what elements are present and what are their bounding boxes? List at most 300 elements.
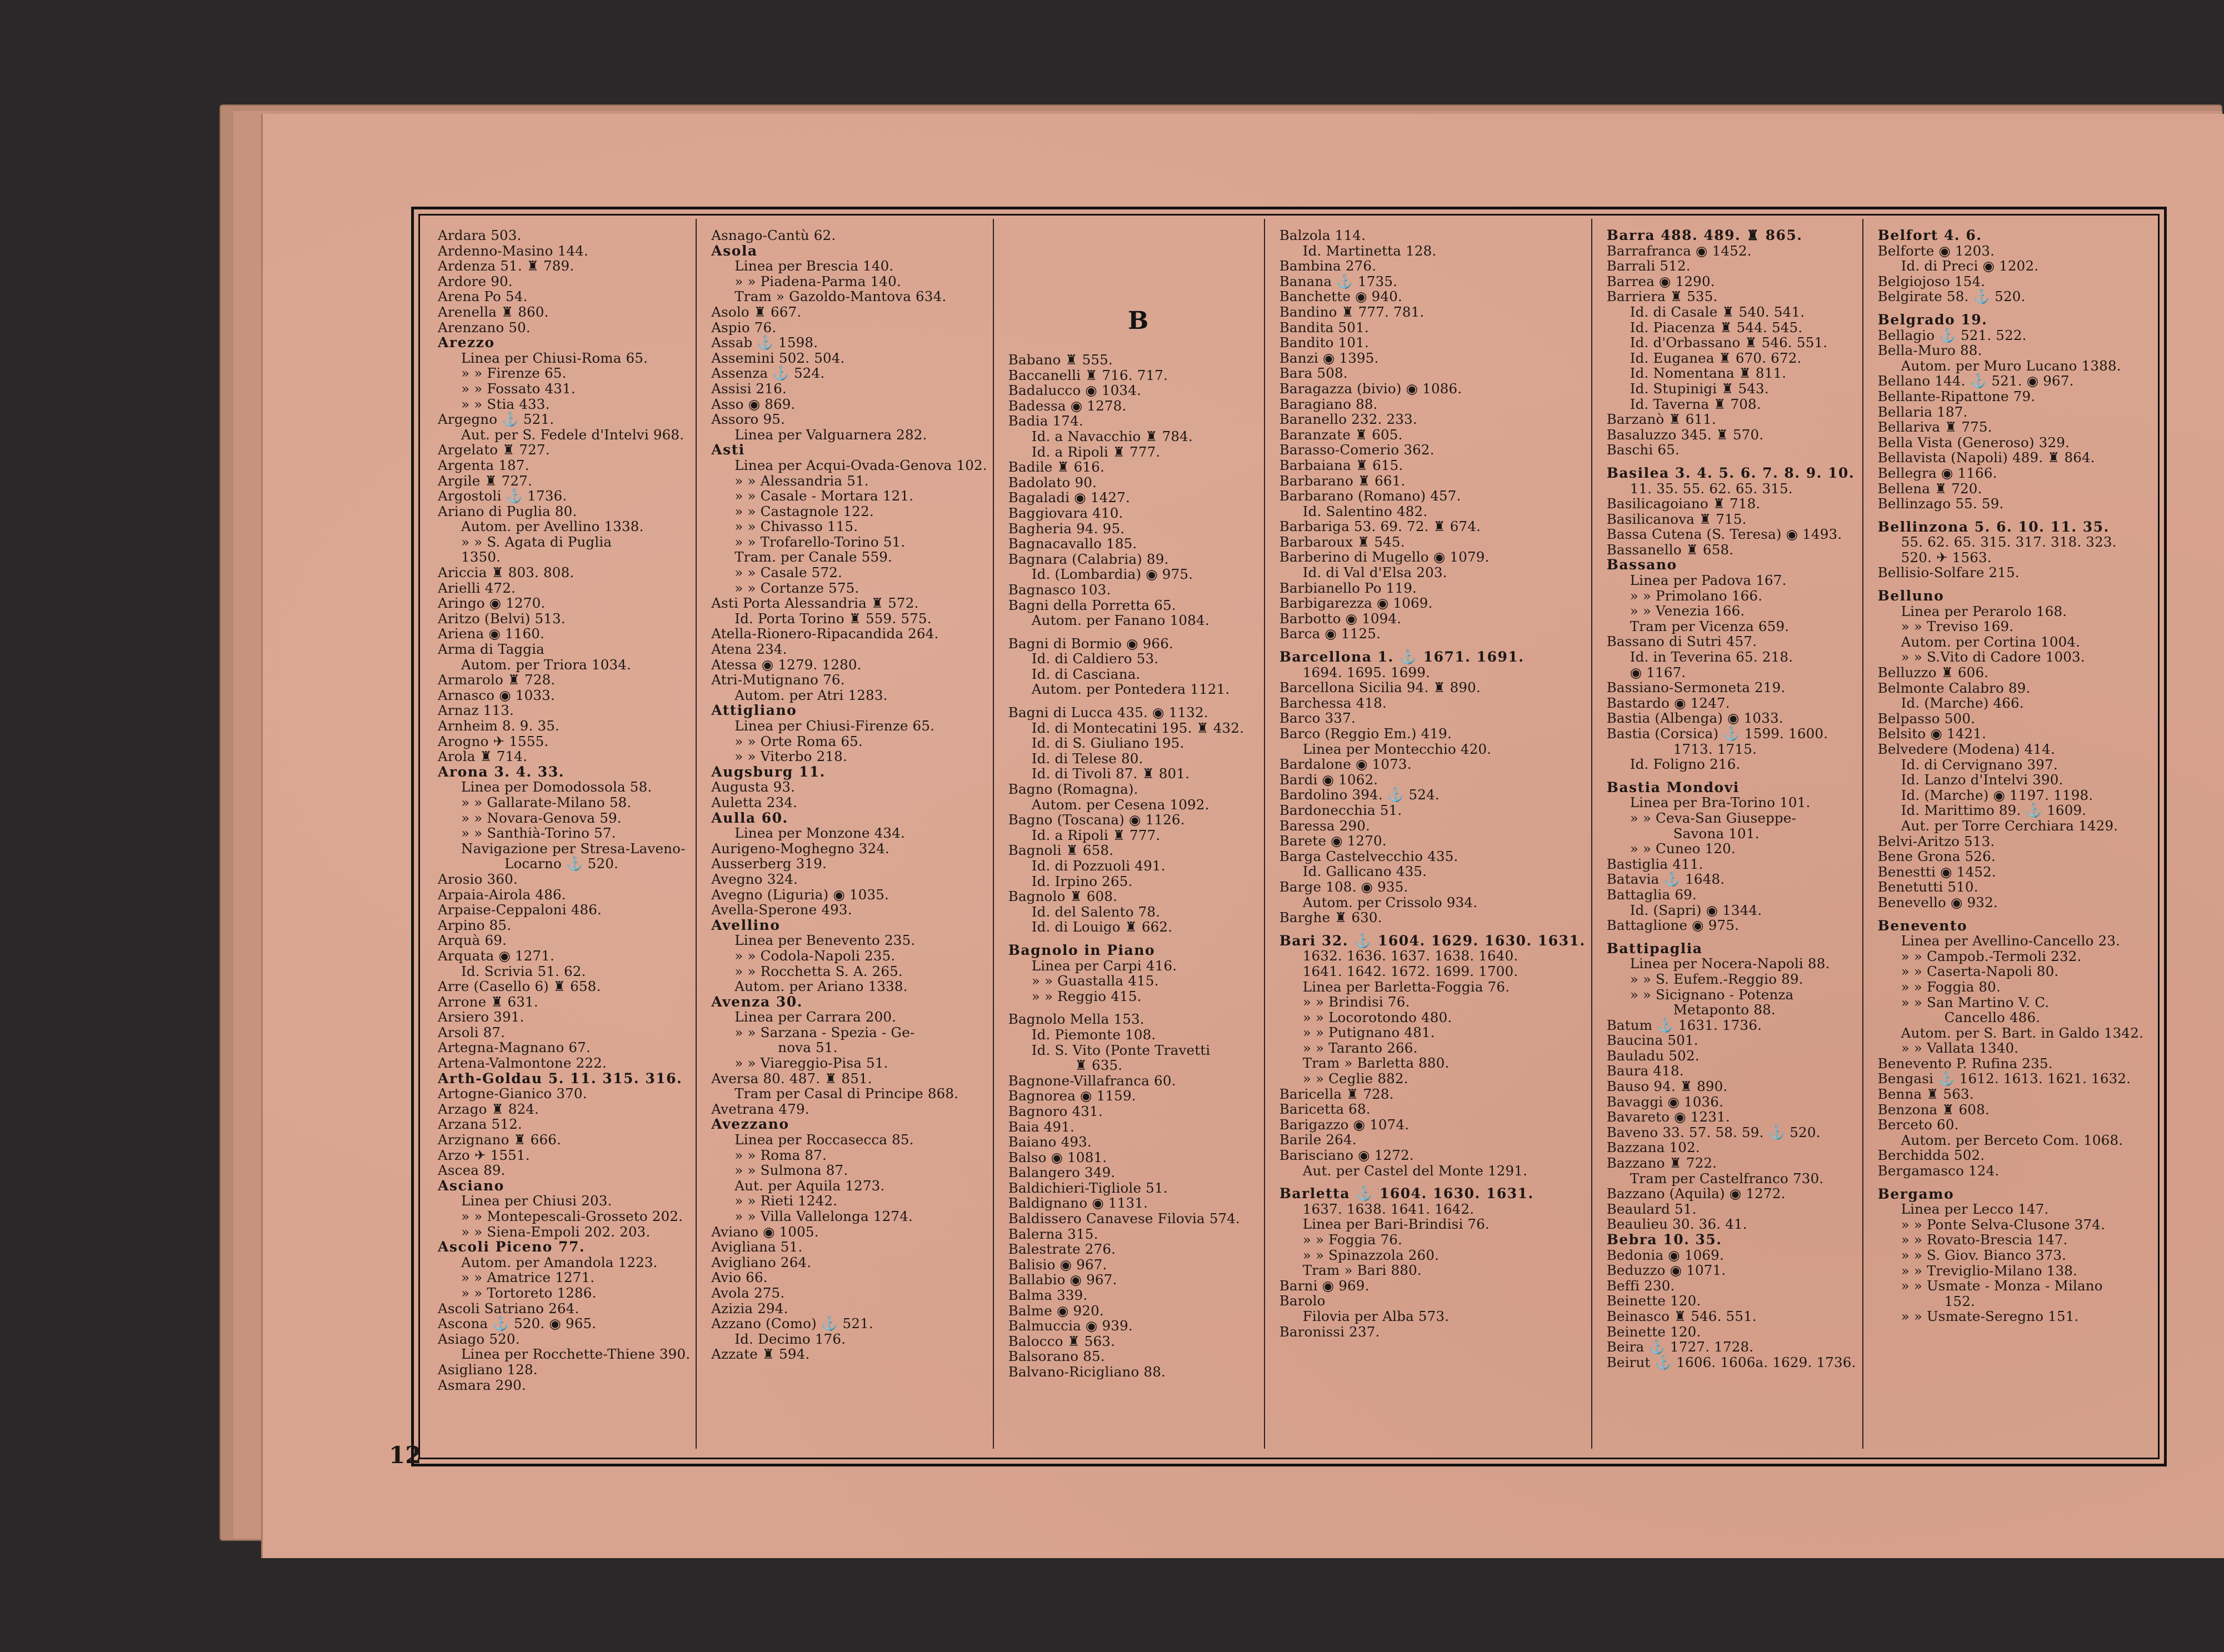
- index-entry: Assemini 502. 504.: [711, 349, 845, 366]
- index-entry: Avola 275.: [711, 1284, 785, 1301]
- index-subentry: Linea per Montecchio 420.: [1302, 740, 1492, 757]
- page-number: 12: [389, 1441, 422, 1469]
- index-entry: Barolo: [1279, 1293, 1326, 1309]
- index-subentry: Autom. per Muro Lucano 1388.: [1901, 357, 2121, 374]
- index-entry: Barga Castelvecchio 435.: [1279, 848, 1458, 864]
- index-entry: Bellariva ♜ 775.: [1877, 419, 1992, 435]
- index-entry: Bagnara (Calabria) 89.: [1008, 550, 1169, 567]
- index-entry: Bagnoro 431.: [1008, 1103, 1103, 1119]
- index-entry: Badessa ◉ 1278.: [1008, 397, 1127, 414]
- index-entry: Argegno ⚓ 521.: [438, 411, 554, 428]
- entry-spacer: [1008, 1004, 1258, 1012]
- index-subentry: » » Montepescali-Grosseto 202.: [461, 1208, 683, 1224]
- index-subentry: Autom. per Avellino 1338.: [461, 518, 644, 535]
- index-entry: Bazzana 102.: [1606, 1139, 1700, 1156]
- index-entry: Atri-Mutignano 76.: [711, 672, 845, 688]
- index-subentry: 1641. 1642. 1672. 1699. 1700.: [1302, 963, 1518, 979]
- index-subentry: Tram per Vicenza 659.: [1630, 618, 1790, 634]
- index-subentry: » » Casale 572.: [734, 564, 843, 581]
- index-subentry: ◉ 1167.: [1630, 664, 1686, 680]
- index-subentry: Id. di Val d'Elsa 203.: [1302, 564, 1447, 581]
- index-entry: Benestti ◉ 1452.: [1877, 863, 1996, 880]
- index-heading: Avezzano: [711, 1116, 789, 1133]
- index-entry: Bassano di Sutri 457.: [1606, 633, 1757, 650]
- index-continuation: ♜ 635.: [1074, 1057, 1123, 1074]
- index-entry: Balestrate 276.: [1008, 1241, 1116, 1258]
- index-subentry: » » Ceva-San Giuseppe-: [1630, 809, 1796, 826]
- index-entry: Bagnolo ♜ 608.: [1008, 888, 1118, 905]
- index-entry: Bardolino 394. ⚓ 524.: [1279, 787, 1440, 803]
- index-entry: Barca ◉ 1125.: [1279, 625, 1381, 642]
- index-entry: Banana ⚓ 1735.: [1279, 273, 1398, 289]
- index-entry: Barbariga 53. 69. 72. ♜ 674.: [1279, 518, 1481, 535]
- index-columns: [423, 219, 2149, 1449]
- index-entry: Bedonia ◉ 1069.: [1606, 1246, 1724, 1263]
- index-subentry: » » S. Eufem.-Reggio 89.: [1630, 970, 1803, 987]
- index-subentry: 1632. 1636. 1637. 1638. 1640.: [1302, 948, 1518, 964]
- index-entry: Bellisio-Solfare 215.: [1877, 564, 2020, 581]
- index-entry: Argostoli ⚓ 1736.: [438, 488, 567, 504]
- entry-spacer: [1280, 925, 1586, 933]
- index-subentry: » » Trofarello-Torino 51.: [734, 533, 906, 550]
- index-subentry: » » Alessandria 51.: [734, 472, 869, 489]
- entry-spacer: [1008, 243, 1258, 251]
- index-heading: Bari 32. ⚓ 1604. 1629. 1630. 1631.: [1279, 932, 1586, 949]
- index-entry: Bavaggi ◉ 1036.: [1606, 1093, 1724, 1110]
- index-entry: Assab ⚓ 1598.: [711, 334, 818, 351]
- index-entry: Atessa ◉ 1279. 1280.: [711, 656, 862, 673]
- index-subentry: Linea per Rocchette-Thiene 390.: [461, 1346, 691, 1363]
- index-entry: Balvano-Ricigliano 88.: [1008, 1364, 1166, 1380]
- index-entry: Asti Porta Alessandria ♜ 572.: [711, 595, 919, 612]
- index-subentry: » » Gallarate-Milano 58.: [461, 794, 632, 810]
- index-subentry: Id. di Tivoli 87. ♜ 801.: [1031, 765, 1190, 782]
- index-entry: Bagnolo Mella 153.: [1008, 1011, 1145, 1028]
- index-subentry: Linea per Brescia 140.: [734, 258, 894, 274]
- index-subentry: » » Putignano 481.: [1302, 1024, 1435, 1041]
- index-subentry: » » Rieti 1242.: [734, 1193, 838, 1209]
- index-subentry: Autom. per Ariano 1338.: [734, 978, 908, 995]
- index-subentry: » » Ponte Selva-Clusone 374.: [1901, 1216, 2106, 1233]
- index-entry: Bastiglia 411.: [1606, 855, 1703, 872]
- index-entry: Arma di Taggia: [438, 641, 544, 658]
- index-continuation: Metaponto 88.: [1673, 1002, 1776, 1018]
- index-subentry: » » Treviglio-Milano 138.: [1901, 1262, 2078, 1279]
- index-entry: Arzo ✈ 1551.: [438, 1147, 530, 1163]
- index-entry: Aurigeno-Moghegno 324.: [711, 840, 890, 857]
- index-entry: Ardenno-Masino 144.: [438, 242, 588, 259]
- index-entry: Armarolo ♜ 728.: [438, 672, 556, 688]
- index-subentry: 520. ✈ 1563.: [1901, 549, 1992, 565]
- entry-spacer: [1280, 1178, 1586, 1186]
- index-subentry: Aut. per Aquila 1273.: [734, 1177, 885, 1194]
- index-subentry: Id. Taverna ♜ 708.: [1630, 396, 1761, 412]
- index-entry: Bella Vista (Generoso) 329.: [1877, 434, 2070, 450]
- index-subentry: Id. Lanzo d'Intelvi 390.: [1901, 772, 2063, 788]
- index-entry: Asigliano 128.: [438, 1361, 538, 1378]
- index-subentry: » » Piadena-Parma 140.: [734, 273, 901, 289]
- index-subentry: » » Orte Roma 65.: [734, 733, 863, 749]
- index-entry: Avegno (Liguria) ◉ 1035.: [711, 886, 889, 903]
- index-subentry: » » Siena-Empoli 202. 203.: [461, 1223, 651, 1240]
- index-subentry: » » Sarzana - Spezia - Ge-: [734, 1024, 915, 1040]
- index-entry: Baricetta 68.: [1279, 1101, 1371, 1118]
- index-subentry: Tram » Gazoldo-Mantova 634.: [734, 288, 947, 305]
- index-entry: Basaluzzo 345. ♜ 570.: [1606, 426, 1764, 443]
- index-subentry: Linea per Lecco 147.: [1901, 1201, 2049, 1218]
- index-subentry: Id. Piacenza ♜ 544. 545.: [1630, 319, 1803, 336]
- index-entry: Batavia ⚓ 1648.: [1606, 871, 1725, 888]
- index-entry: Arpaia-Airola 486.: [438, 886, 566, 903]
- index-heading: Asti: [711, 442, 745, 458]
- index-subentry: Id. Gallicano 435.: [1302, 863, 1427, 880]
- index-entry: Arosio 360.: [438, 870, 518, 887]
- index-subentry: Id. Porta Torino ♜ 559. 575.: [734, 610, 932, 627]
- index-subentry: » » Sicignano - Potenza: [1630, 986, 1794, 1003]
- index-entry: Bardonecchia 51.: [1279, 802, 1402, 818]
- index-entry: Barbotto ◉ 1094.: [1279, 610, 1402, 627]
- index-subentry: » » San Martino V. C.: [1901, 994, 2050, 1010]
- entry-spacer: [1878, 580, 2143, 588]
- index-subentry: » » Rovato-Brescia 147.: [1901, 1232, 2068, 1248]
- index-subentry: Id. Irpino 265.: [1031, 873, 1133, 889]
- index-entry: Bastardo ◉ 1247.: [1606, 694, 1730, 711]
- index-subentry: Linea per Roccasecca 85.: [734, 1132, 914, 1148]
- index-entry: Belvi-Aritzo 513.: [1877, 833, 1995, 849]
- index-entry: Bardalone ◉ 1073.: [1279, 756, 1412, 773]
- index-subentry: » » Chivasso 115.: [734, 518, 858, 535]
- index-subentry: Id. di Casciana.: [1031, 665, 1141, 682]
- index-entry: Ascoli Satriano 264.: [438, 1300, 579, 1316]
- index-heading: Asciano: [438, 1177, 504, 1194]
- index-subentry: » » Amatrice 1271.: [461, 1269, 595, 1286]
- index-subentry: Linea per Monzone 434.: [734, 825, 906, 842]
- index-subentry: » » Cuneo 120.: [1630, 840, 1736, 857]
- index-entry: Beinette 120.: [1606, 1293, 1701, 1309]
- index-subentry: Id. di Preci ◉ 1202.: [1901, 258, 2039, 274]
- index-entry: Belpasso 500.: [1877, 710, 1976, 727]
- index-subentry: Tram » Bari 880.: [1302, 1262, 1422, 1279]
- index-entry: Beira ⚓ 1727. 1728.: [1606, 1339, 1754, 1355]
- index-entry: Balmuccia ◉ 939.: [1008, 1318, 1133, 1334]
- index-subentry: » » Primolano 166.: [1630, 587, 1763, 604]
- index-entry: Barete ◉ 1270.: [1279, 833, 1387, 849]
- index-entry: Baronissi 237.: [1279, 1323, 1380, 1340]
- index-entry: Barasso-Comerio 362.: [1279, 442, 1435, 458]
- index-entry: Belmonte Calabro 89.: [1877, 679, 2031, 696]
- index-entry: Asmara 290.: [438, 1376, 526, 1393]
- index-subentry: Linea per Bari-Brindisi 76.: [1302, 1216, 1490, 1233]
- index-entry: Baldignano ◉ 1131.: [1008, 1195, 1148, 1212]
- index-subentry: Linea per Bra-Torino 101.: [1630, 794, 1811, 811]
- index-subentry: Id. (Marche) ◉ 1197. 1198.: [1901, 787, 2093, 803]
- index-entry: Arsoli 87.: [438, 1024, 506, 1040]
- index-entry: Benevello ◉ 932.: [1877, 894, 1998, 910]
- index-heading: Belfort 4. 6.: [1877, 227, 1982, 243]
- index-entry: Arenella ♜ 860.: [438, 303, 549, 320]
- index-subentry: » » Casale - Mortara 121.: [734, 488, 914, 504]
- entry-spacer: [1878, 910, 2143, 918]
- index-entry: Beinette 120.: [1606, 1323, 1701, 1340]
- index-entry: Bagni di Lucca 435. ◉ 1132.: [1008, 704, 1208, 721]
- index-entry: Baschi 65.: [1606, 442, 1680, 458]
- index-subentry: » » Villa Vallelonga 1274.: [734, 1208, 913, 1224]
- index-entry: Beaulieu 30. 36. 41.: [1606, 1216, 1747, 1233]
- index-subentry: » » Reggio 415.: [1031, 988, 1142, 1004]
- index-entry: Berceto 60.: [1877, 1117, 1959, 1133]
- index-heading: Barcellona 1. ⚓ 1671. 1691.: [1279, 649, 1525, 665]
- index-entry: Barbarano ♜ 661.: [1279, 472, 1406, 489]
- index-entry: Arielli 472.: [438, 579, 516, 596]
- index-entry: Arsiero 391.: [438, 1009, 524, 1025]
- entry-spacer: [1607, 772, 1857, 780]
- index-subentry: Linea per Nocera-Napoli 88.: [1630, 955, 1830, 972]
- index-subentry: Autom. per Cesena 1092.: [1031, 796, 1210, 813]
- index-subentry: Linea per Valguarnera 282.: [734, 426, 927, 443]
- index-entry: Balzola 114.: [1279, 227, 1366, 243]
- index-subentry: » » Spinazzola 260.: [1302, 1246, 1440, 1263]
- index-subentry: Tram » Barletta 880.: [1302, 1055, 1450, 1072]
- index-entry: Bagno (Toscana) ◉ 1126.: [1008, 812, 1185, 828]
- index-entry: Bergamasco 124.: [1877, 1163, 2000, 1179]
- index-subentry: Tram per Castelfranco 730.: [1630, 1170, 1824, 1187]
- index-entry: Barbigarezza ◉ 1069.: [1279, 595, 1433, 612]
- index-heading: Arona 3. 4. 33.: [438, 763, 564, 780]
- index-heading: Aulla 60.: [711, 809, 788, 826]
- index-continuation: nova 51.: [778, 1039, 838, 1056]
- index-subentry: Autom. per Amandola 1223.: [461, 1254, 658, 1270]
- index-entry: Argile ♜ 727.: [438, 472, 532, 489]
- index-subentry: » » Campob.-Termoli 232.: [1901, 948, 2082, 964]
- index-entry: Barrafranca ◉ 1452.: [1606, 242, 1752, 259]
- index-subentry: » » Fossato 431.: [461, 380, 576, 397]
- index-subentry: Id. Piemonte 108.: [1031, 1026, 1156, 1043]
- index-entry: Arnasco ◉ 1033.: [438, 687, 555, 703]
- index-subentry: » » Santhià-Torino 57.: [461, 825, 616, 842]
- index-subentry: » » Venezia 166.: [1630, 603, 1745, 619]
- index-entry: Arrone ♜ 631.: [438, 993, 538, 1010]
- index-subentry: » » Taranto 266.: [1302, 1039, 1418, 1056]
- index-continuation: 1713. 1715.: [1673, 740, 1757, 757]
- index-entry: Basilicanova ♜ 715.: [1606, 510, 1747, 527]
- index-subentry: » » Tortoreto 1286.: [461, 1284, 597, 1301]
- index-heading: Bebra 10. 35.: [1606, 1232, 1722, 1248]
- index-subentry: » » Locorotondo 480.: [1302, 1009, 1452, 1025]
- index-entry: Arnaz 113.: [438, 702, 514, 719]
- index-subentry: » » Usmate-Seregno 151.: [1901, 1308, 2079, 1325]
- index-entry: Arenzano 50.: [438, 319, 531, 336]
- index-subentry: Linea per Barletta-Foggia 76.: [1302, 978, 1510, 995]
- index-entry: Balocco ♜ 563.: [1008, 1333, 1116, 1349]
- index-entry: Baia 491.: [1008, 1118, 1074, 1135]
- index-entry: Barge 108. ◉ 935.: [1279, 878, 1408, 895]
- index-subentry: » » Guastalla 415.: [1031, 973, 1159, 989]
- index-subentry: Linea per Chiusi-Firenze 65.: [734, 718, 935, 734]
- index-subentry: » » Codola-Napoli 235.: [734, 947, 896, 964]
- index-subentry: Id. di S. Giuliano 195.: [1031, 735, 1185, 752]
- index-subentry: » » Viareggio-Pisa 51.: [734, 1055, 888, 1072]
- index-heading: Bergamo: [1877, 1185, 1955, 1202]
- index-subentry: Linea per Carpi 416.: [1031, 957, 1177, 974]
- index-entry: Bassanello ♜ 658.: [1606, 541, 1734, 558]
- index-subentry: 55. 62. 65. 315. 317. 318. 323.: [1901, 534, 2117, 550]
- index-entry: Bauladu 502.: [1606, 1047, 1700, 1064]
- index-entry: Bagni di Bormio ◉ 966.: [1008, 635, 1173, 652]
- index-subentry: » » Treviso 169.: [1901, 618, 2014, 635]
- index-entry: Azzano (Como) ⚓ 521.: [711, 1315, 873, 1332]
- index-subentry: Id. in Teverina 65. 218.: [1630, 649, 1793, 665]
- index-entry: Arpaise-Ceppaloni 486.: [438, 902, 602, 918]
- index-entry: Balme ◉ 920.: [1008, 1302, 1104, 1319]
- index-entry: Barbaiana ♜ 615.: [1279, 457, 1403, 473]
- entry-spacer: [1878, 1179, 2143, 1187]
- index-subentry: » » Viterbo 218.: [734, 748, 847, 765]
- index-subentry: » » Vallata 1340.: [1901, 1040, 2019, 1057]
- index-entry: Barisciano ◉ 1272.: [1279, 1147, 1414, 1164]
- index-entry: Arzignano ♜ 666.: [438, 1132, 562, 1148]
- index-entry: Bagaladi ◉ 1427.: [1008, 489, 1130, 506]
- index-entry: Ardara 503.: [438, 227, 522, 243]
- index-entry: Artegna-Magnano 67.: [438, 1039, 591, 1056]
- index-entry: Banzi ◉ 1395.: [1279, 349, 1379, 366]
- index-entry: Balma 339.: [1008, 1287, 1088, 1304]
- index-heading: Attigliano: [711, 702, 797, 719]
- index-subentry: Linea per Padova 167.: [1630, 572, 1787, 589]
- index-entry: Beaulard 51.: [1606, 1200, 1697, 1217]
- index-subentry: Tram. per Canale 559.: [734, 549, 893, 565]
- index-entry: Beirut ⚓ 1606. 1606a. 1629. 1736.: [1606, 1354, 1856, 1370]
- index-entry: Arquata ◉ 1271.: [438, 947, 555, 964]
- index-entry: Bagnasco 103.: [1008, 581, 1111, 598]
- index-entry: Avigliana 51.: [711, 1239, 803, 1255]
- index-subentry: » » S.Vito di Cadore 1003.: [1901, 649, 2085, 665]
- index-entry: Bagheria 94. 95.: [1008, 520, 1125, 537]
- index-entry: Barchessa 418.: [1279, 694, 1387, 711]
- entry-spacer: [1607, 933, 1857, 941]
- index-subentry: » » Novara-Genova 59.: [461, 809, 622, 826]
- index-entry: Babano ♜ 555.: [1008, 352, 1113, 368]
- index-heading: Augsburg 11.: [711, 763, 826, 780]
- index-subentry: Autom. per Fanano 1084.: [1031, 612, 1210, 629]
- index-column-5: [1591, 219, 1862, 1449]
- index-entry: Bagnoli ♜ 658.: [1008, 842, 1114, 859]
- index-entry: Bellavista (Napoli) 489. ♜ 864.: [1877, 449, 2095, 466]
- index-entry: Atella-Rionero-Ripacandida 264.: [711, 625, 939, 642]
- index-entry: Benetutti 510.: [1877, 879, 1978, 895]
- index-entry: Arre (Casello 6) ♜ 658.: [438, 978, 601, 995]
- index-entry: Ballabio ◉ 967.: [1008, 1271, 1117, 1288]
- index-subentry: Id. Decimo 176.: [734, 1330, 846, 1347]
- entry-spacer: [1008, 236, 1258, 243]
- index-column-6: [1862, 219, 2149, 1449]
- index-entry: Bassa Cutena (S. Teresa) ◉ 1493.: [1606, 526, 1842, 543]
- index-entry: Battaglia 69.: [1606, 886, 1697, 903]
- index-subentry: Id. a Ripoli ♜ 777.: [1031, 827, 1161, 843]
- index-entry: Bazzano (Aquila) ◉ 1272.: [1606, 1185, 1786, 1202]
- entry-spacer: [1008, 274, 1258, 282]
- index-entry: Berchidda 502.: [1877, 1147, 1985, 1164]
- index-entry: Beinasco ♜ 546. 551.: [1606, 1308, 1757, 1324]
- index-entry: Banchette ◉ 940.: [1279, 288, 1403, 305]
- index-entry: Avio 66.: [711, 1269, 768, 1286]
- index-heading: Arezzo: [438, 334, 495, 351]
- index-subentry: » » Foggia 76.: [1302, 1232, 1403, 1248]
- index-entry: Ascona ⚓ 520. ◉ 965.: [438, 1315, 597, 1332]
- index-subentry: » » Cortanze 575.: [734, 579, 859, 596]
- entry-spacer: [1008, 628, 1258, 636]
- index-entry: Barzanò ♜ 611.: [1606, 411, 1716, 428]
- index-subentry: Id. d'Orbassano ♜ 546. 551.: [1630, 334, 1828, 351]
- index-subentry: Id. di Telese 80.: [1031, 750, 1143, 767]
- index-subentry: 1694. 1695. 1699.: [1302, 664, 1431, 680]
- index-entry: Bellante-Ripattone 79.: [1877, 388, 2036, 404]
- index-entry: Baldissero Canavese Filovia 574.: [1008, 1210, 1241, 1227]
- index-continuation: Cancello 486.: [1944, 1009, 2041, 1026]
- index-entry: Arnheim 8. 9. 35.: [438, 718, 560, 734]
- index-entry: Belgiojoso 154.: [1877, 273, 1986, 289]
- index-column-4: [1264, 219, 1591, 1449]
- index-entry: Ariccia ♜ 803. 808.: [438, 564, 574, 581]
- index-entry: Baucina 501.: [1606, 1032, 1698, 1049]
- index-entry: Arpino 85.: [438, 917, 512, 933]
- section-letter: B: [1128, 307, 1149, 335]
- index-entry: Barni ◉ 969.: [1279, 1277, 1370, 1294]
- index-entry: Baricella ♜ 728.: [1279, 1085, 1394, 1102]
- entry-spacer: [1008, 697, 1258, 705]
- entry-spacer: [1878, 512, 2143, 519]
- index-entry: Bastia (Albenga) ◉ 1033.: [1606, 710, 1783, 727]
- index-entry: Bastia (Corsica) ⚓ 1599. 1600.: [1606, 725, 1828, 742]
- index-heading: Basilea 3. 4. 5. 6. 7. 8. 9. 10.: [1606, 464, 1855, 481]
- index-entry: Avella-Sperone 493.: [711, 902, 852, 918]
- index-heading: Barletta ⚓ 1604. 1630. 1631.: [1279, 1185, 1534, 1202]
- index-heading: Arth-Goldau 5. 11. 315. 316.: [438, 1070, 683, 1087]
- index-heading: Avellino: [711, 917, 781, 933]
- index-subentry: Linea per Perarolo 168.: [1901, 603, 2067, 619]
- index-entry: Arzana 512.: [438, 1116, 522, 1133]
- index-subentry: Navigazione per Stresa-Laveno-: [461, 840, 686, 857]
- index-entry: Bengasi ⚓ 1612. 1613. 1621. 1632.: [1877, 1070, 2131, 1087]
- index-subentry: Aut. per Torre Cerchiara 1429.: [1901, 817, 2118, 834]
- index-entry: Barbianello Po 119.: [1279, 579, 1417, 596]
- index-entry: Bandito 101.: [1279, 334, 1369, 351]
- index-entry: Bandita 501.: [1279, 319, 1369, 336]
- index-subentry: Id. Martinetta 128.: [1302, 242, 1437, 259]
- entry-spacer: [1008, 337, 1258, 344]
- index-entry: Belforte ◉ 1203.: [1877, 242, 1995, 259]
- index-subentry: Id. (Lombardia) ◉ 975.: [1031, 566, 1193, 583]
- index-subentry: » » Roma 87.: [734, 1147, 827, 1163]
- index-subentry: 1637. 1638. 1641. 1642.: [1302, 1200, 1475, 1217]
- index-entry: Bagno (Romagna).: [1008, 781, 1138, 798]
- index-entry: Baura 418.: [1606, 1063, 1684, 1079]
- index-entry: Battaglione ◉ 975.: [1606, 917, 1740, 934]
- index-subentry: 1350.: [461, 549, 501, 565]
- index-subentry: Id. a Ripoli ♜ 777.: [1031, 443, 1161, 460]
- index-subentry: Aut. per Castel del Monte 1291.: [1302, 1162, 1528, 1179]
- entry-spacer: [1008, 267, 1258, 274]
- index-entry: Avigliano 264.: [711, 1254, 812, 1270]
- index-subentry: 11. 35. 55. 62. 65. 315.: [1630, 480, 1793, 497]
- index-subentry: » » Castagnole 122.: [734, 503, 874, 519]
- index-entry: Bellaria 187.: [1877, 403, 1968, 420]
- index-subentry: » » Foggia 80.: [1901, 978, 2001, 995]
- index-entry: Ascea 89.: [438, 1162, 506, 1179]
- index-entry: Argenta 187.: [438, 457, 529, 473]
- index-entry: Badia 174.: [1008, 413, 1083, 429]
- index-entry: Barile 264.: [1279, 1132, 1357, 1148]
- index-subentry: Id. Foligno 216.: [1630, 756, 1741, 773]
